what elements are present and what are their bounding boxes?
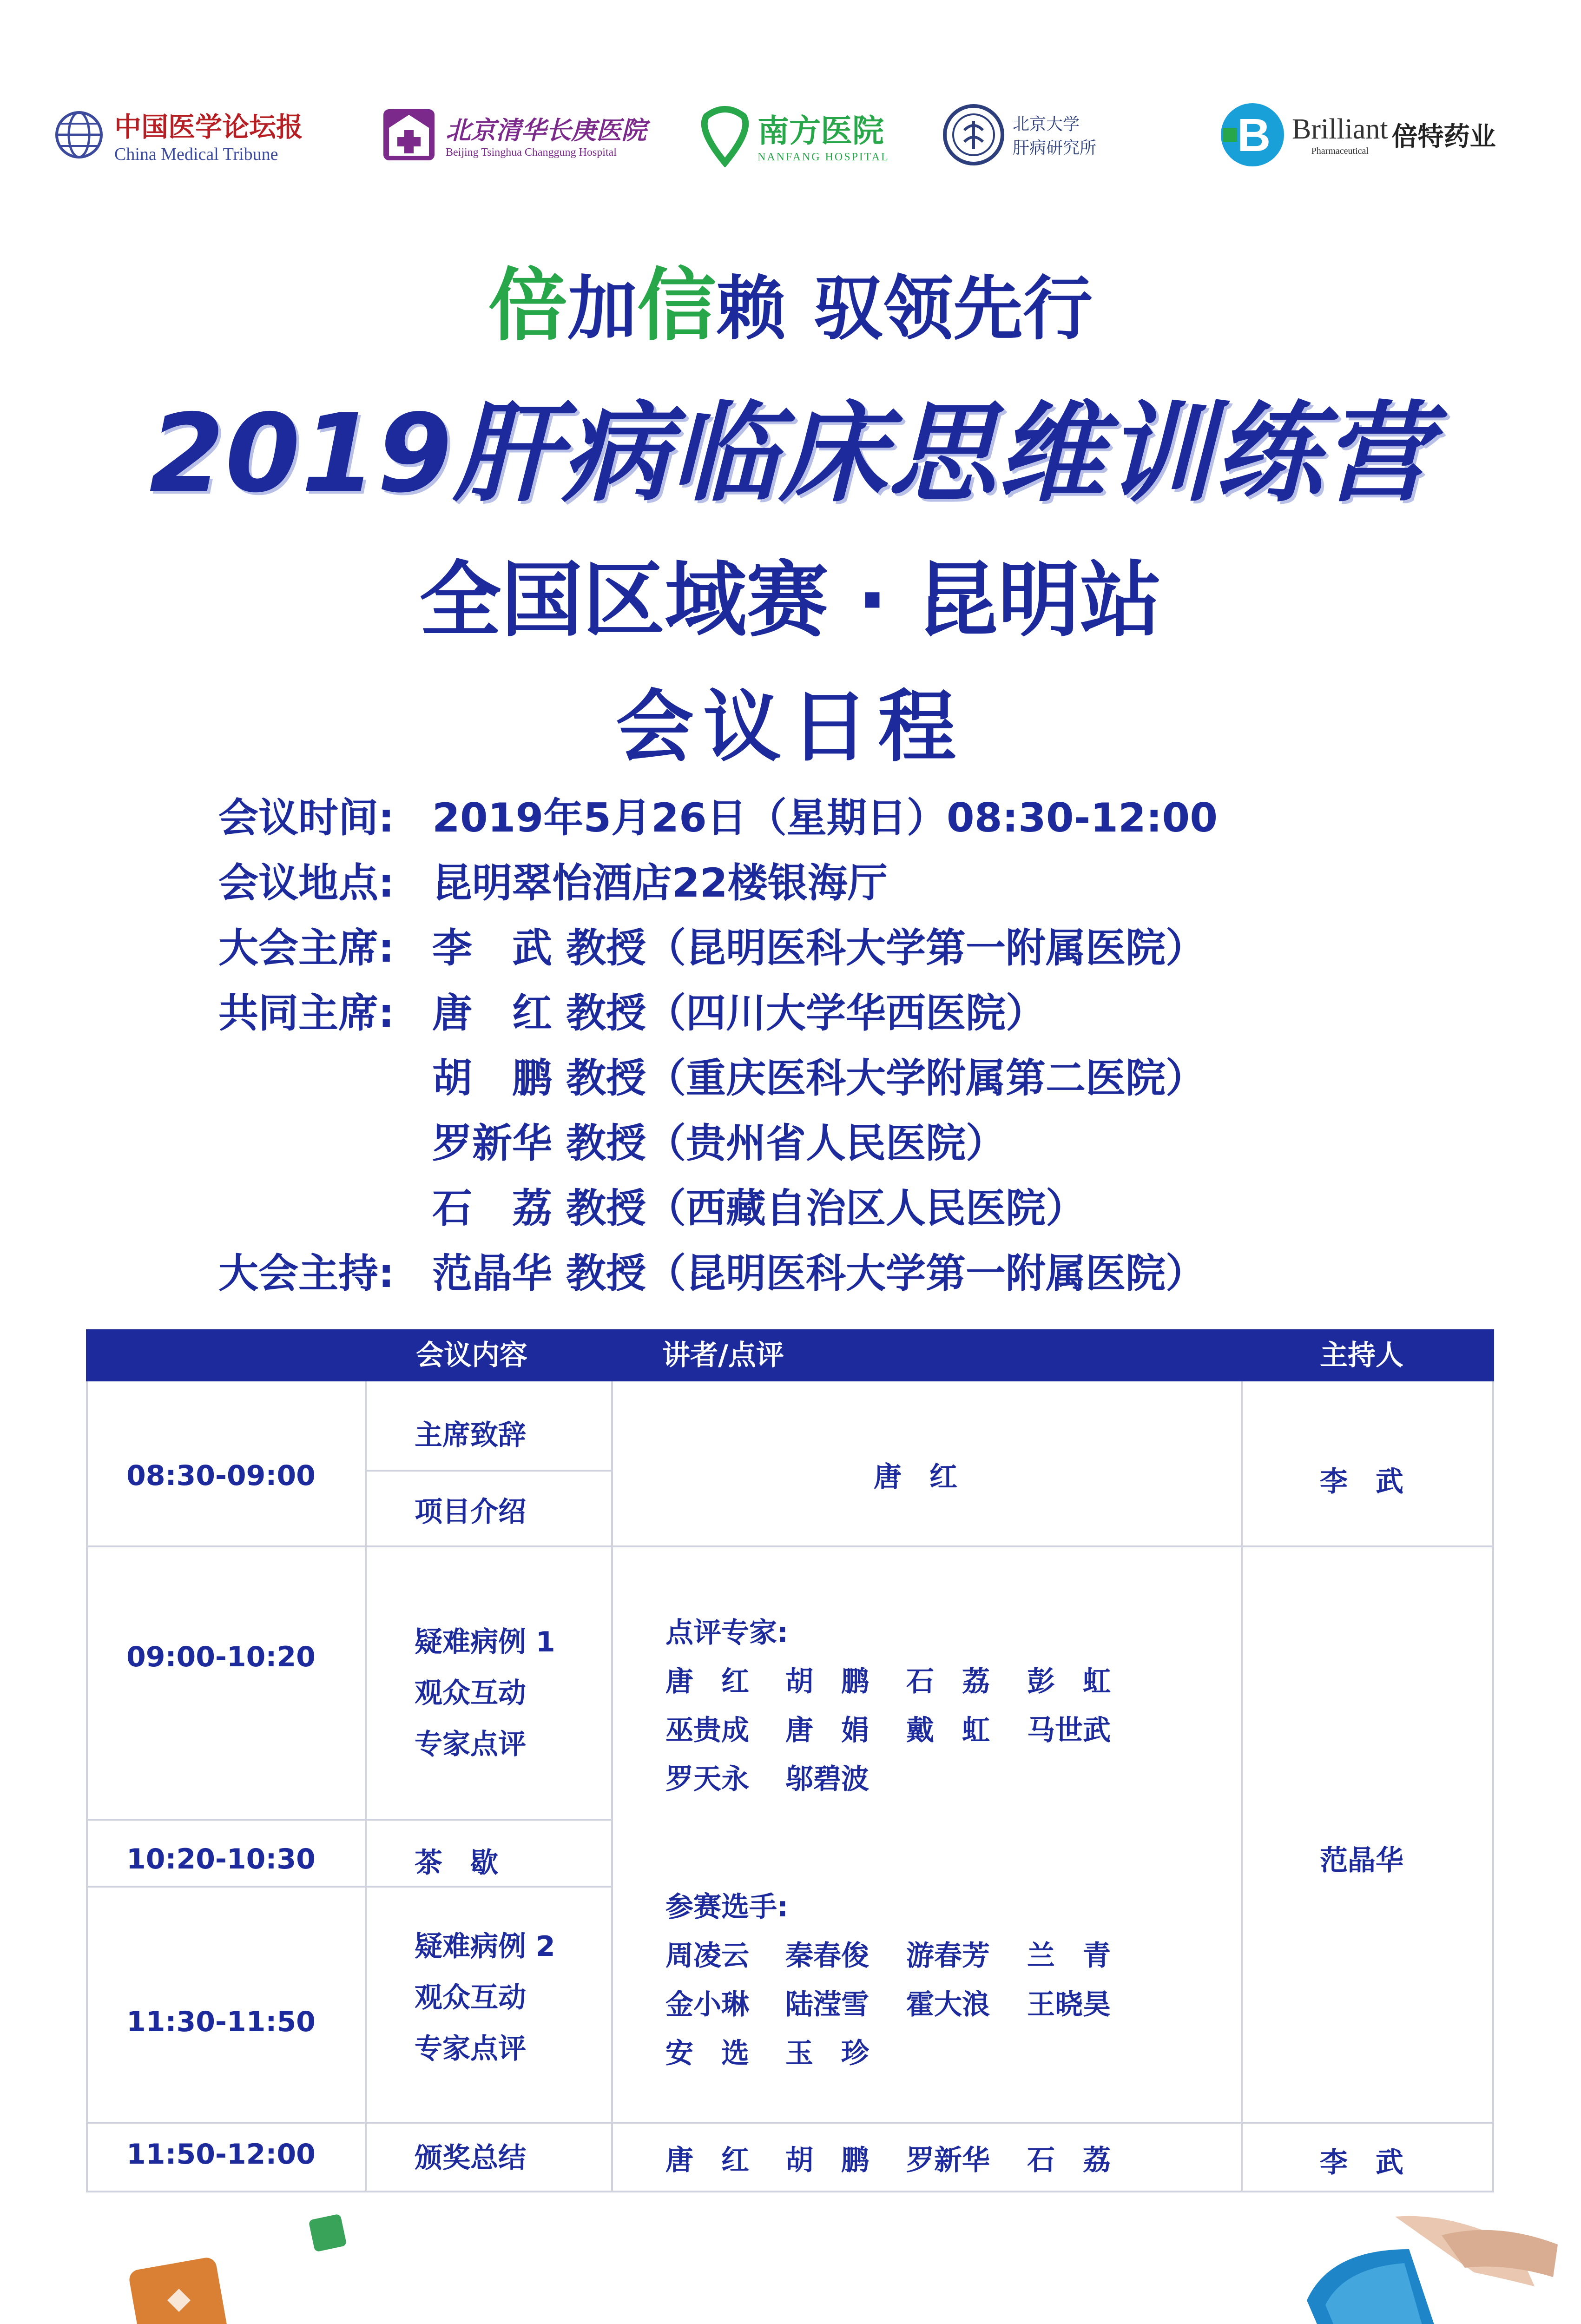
grid-line [1241, 1381, 1243, 2192]
logo-en-text: NANFANG HOSPITAL [758, 151, 889, 163]
expert-name: 罗天永 [665, 1763, 749, 1796]
contestant-name: 王晓昊 [1027, 1988, 1111, 2021]
content-cell: 颁奖总结 [415, 2142, 526, 2174]
logo-sub-text: 肝病研究所 [1013, 139, 1097, 158]
grid-line [1492, 1381, 1494, 2192]
brilliant-b-icon [1218, 100, 1287, 170]
info-value: 石 荔 教授（西藏自治区人民医院） [432, 1185, 1086, 1232]
logo-en-text: Beijing Tsinghua Changgung Hospital [446, 146, 617, 158]
info-value: 罗新华 教授（贵州省人民医院） [432, 1120, 1006, 1167]
info-value: 胡 鹏 教授（重庆医科大学附属第二医院） [432, 1055, 1206, 1102]
grid-line [86, 1886, 611, 1888]
content-cell: 疑难病例 1 [415, 1626, 555, 1658]
contestant-name: 陆滢雪 [785, 1988, 869, 2021]
grid-line [86, 1545, 1494, 1547]
info-venue [218, 853, 888, 913]
info-label: 大会主持: [218, 1250, 395, 1297]
slogan-char: 信 [637, 260, 716, 352]
brand-sub: Pharmaceutical [1311, 146, 1369, 156]
expert-name: 彭 虹 [1027, 1665, 1111, 1698]
logo-cn-text: 南方医院 [758, 112, 884, 150]
expert-name: 马世武 [1027, 1714, 1111, 1747]
time-cell: 10:20-10:30 [126, 1843, 316, 1875]
info-cochair [218, 1048, 1206, 1109]
logo-cn-text: 北京大学 [1013, 115, 1080, 134]
logo-brilliant-pharma [1218, 100, 1496, 170]
contestant-name: 兰 青 [1027, 1940, 1111, 1972]
info-moderator [218, 1243, 1206, 1304]
grid-line [86, 2122, 1494, 2124]
info-value: 2019年5月26日（星期日）08:30-12:00 [432, 795, 1218, 841]
content-cell: 主席致辞 [415, 1419, 526, 1452]
header-speaker: 讲者/点评 [662, 1339, 784, 1372]
final-speaker: 石 荔 [1027, 2144, 1111, 2177]
svg-text:B: B [1237, 109, 1271, 161]
medical-cubes-illustration [0, 2193, 697, 2324]
slogan-rest: 驭领先行 [814, 269, 1093, 350]
info-label: 大会主席: [218, 925, 395, 971]
slogan-char: 赖 [716, 269, 786, 350]
host-cell: 李 武 [1320, 2146, 1403, 2179]
cup-and-gem-illustration [1256, 2193, 1581, 2324]
host-cell: 范晶华 [1320, 1844, 1403, 1877]
expert-name: 唐 红 [665, 1665, 749, 1698]
expert-name: 巫贵成 [665, 1714, 749, 1747]
contestant-name: 秦春俊 [785, 1940, 869, 1972]
logo-nanfang-hospital [697, 100, 889, 170]
content-cell: 观众互动 [415, 1677, 526, 1710]
info-time [218, 788, 1218, 848]
info-value: 唐 红 教授（四川大学华西医院） [432, 990, 1046, 1037]
contestants-label: 参赛选手: [665, 1891, 788, 1923]
info-value: 昆明翠怡酒店22楼银海厅 [432, 860, 888, 906]
heart-leaf-icon [697, 102, 753, 167]
time-cell: 08:30-09:00 [126, 1459, 316, 1492]
content-cell: 专家点评 [415, 2033, 526, 2065]
content-cell: 专家点评 [415, 1728, 526, 1761]
info-cochair [218, 1178, 1086, 1239]
info-label: 会议地点: [218, 860, 395, 906]
final-speaker: 唐 红 [665, 2144, 749, 2177]
globe-icon [51, 107, 107, 163]
logo-cn-text: 北京清华长庚医院 [446, 115, 646, 145]
logo-tsinghua-changgung [379, 100, 646, 170]
expert-name: 邬碧波 [785, 1763, 869, 1796]
info-label: 会议时间: [218, 795, 395, 841]
logo-pku-liver-institute [941, 100, 1096, 170]
brand-cn: 倍特药业 [1391, 121, 1496, 152]
time-cell: 11:50-12:00 [126, 2138, 316, 2171]
slogan-char: 加 [567, 269, 637, 350]
content-cell: 疑难病例 2 [415, 1930, 555, 1963]
header-content: 会议内容 [416, 1339, 527, 1372]
time-cell: 11:30-11:50 [126, 2006, 316, 2038]
logo-en-text: China Medical Tribune [114, 145, 278, 164]
contestant-name: 游春芳 [906, 1940, 990, 1972]
final-speaker: 罗新华 [906, 2144, 990, 2177]
schedule-title: 会议日程 [616, 681, 965, 772]
time-cell: 09:00-10:20 [126, 1641, 316, 1673]
contestant-name: 金小琳 [665, 1988, 749, 2021]
expert-name: 胡 鹏 [785, 1665, 869, 1698]
info-value: 李 武 教授（昆明医科大学第一附属医院） [432, 925, 1206, 971]
info-value: 范晶华 教授（昆明医科大学第一附属医院） [432, 1250, 1206, 1297]
contestant-name: 玉 珍 [785, 2037, 869, 2070]
grid-line [86, 2191, 1494, 2192]
main-title: 2019肝病临床思维训练营 [149, 391, 1432, 516]
expert-name: 唐 娟 [785, 1714, 869, 1747]
slogan [0, 242, 1581, 356]
info-chair [218, 918, 1206, 978]
hospital-cross-icon [379, 105, 439, 165]
logo-cn-text: 中国医学论坛报 [114, 111, 303, 143]
experts-label: 点评专家: [665, 1617, 788, 1649]
host-cell: 李 武 [1320, 1466, 1403, 1498]
info-cochair [218, 983, 1046, 1043]
info-cochair [218, 1113, 1006, 1174]
header-host: 主持人 [1320, 1339, 1403, 1372]
contestant-name: 霍大浪 [906, 1988, 990, 2021]
content-cell: 茶 歇 [415, 1847, 498, 1879]
info-label: 共同主席: [218, 990, 395, 1037]
expert-name: 石 荔 [906, 1665, 990, 1698]
content-cell: 观众互动 [415, 1981, 526, 2014]
grid-line [611, 1381, 613, 2192]
seal-icon [941, 102, 1006, 167]
speaker-cell: 唐 红 [874, 1461, 957, 1493]
grid-line [86, 1819, 611, 1821]
grid-line [365, 1381, 367, 2192]
final-speaker: 胡 鹏 [785, 2144, 869, 2177]
slogan-char: 倍 [488, 260, 567, 352]
expert-name: 戴 虹 [906, 1714, 990, 1747]
grid-line [365, 1470, 611, 1472]
sub-title: 全国区域赛 · 昆明站 [419, 553, 1162, 648]
table-header [86, 1329, 1494, 1381]
brand-name: Brilliant [1292, 113, 1388, 145]
grid-line [86, 1381, 88, 2192]
logo-china-medical-tribune [51, 100, 303, 170]
contestant-name: 周凌云 [665, 1940, 749, 1972]
contestant-name: 安 选 [665, 2037, 749, 2070]
content-cell: 项目介绍 [415, 1496, 526, 1528]
